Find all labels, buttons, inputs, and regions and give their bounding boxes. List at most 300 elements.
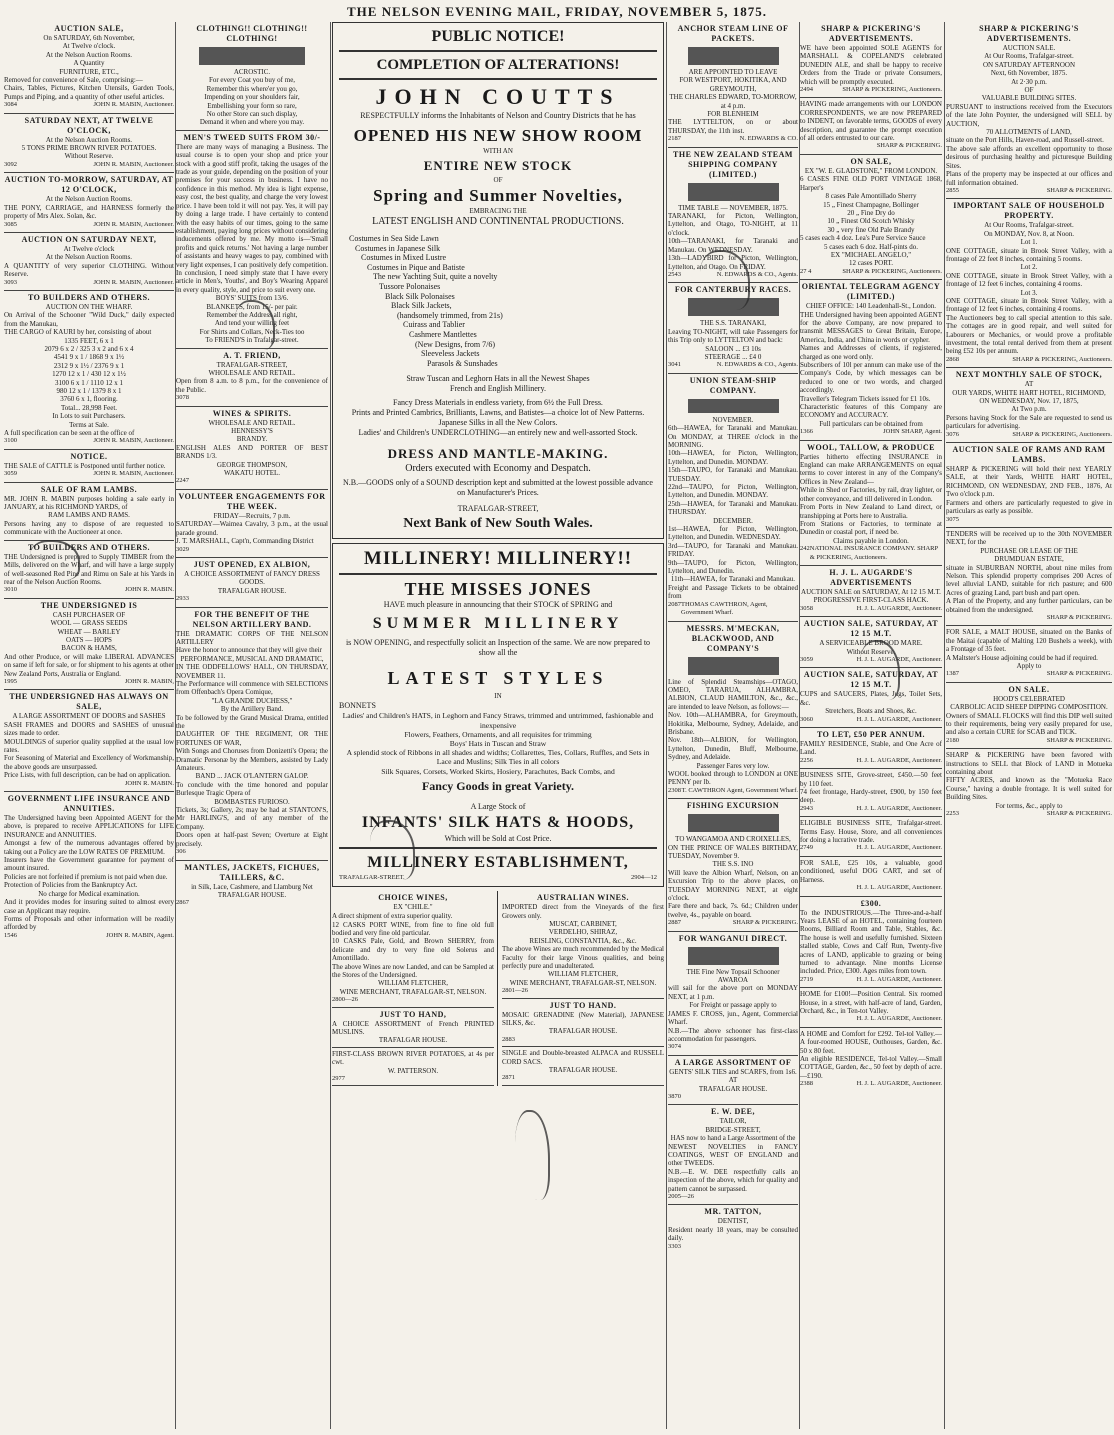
ad-line: TIME TABLE — NOVEMBER, 1875. xyxy=(678,203,788,212)
ad-signature: H. J. L. AUGARDE, Auctioneer. xyxy=(856,804,942,812)
ad-reference: 1387 xyxy=(946,670,959,678)
ad-line: Lot 3. xyxy=(1020,288,1038,297)
ad-footer xyxy=(800,976,942,984)
ad-line: situate on the Port Hills, Haven-road, and Russell-street. xyxy=(946,136,1104,145)
ad-line: The Undersigned having been Appointed AGENT for the above, is prepared to receive APPLICATIONS for LIFE INSURANCE and ANNUITIES. xyxy=(4,814,174,839)
ad-line: At Twelve o'clock xyxy=(63,244,115,253)
ad-line: Demand it when and where you may. xyxy=(199,118,305,127)
ad-line: To the INDUSTRIOUS.—The Three-and-a-half Years LEASE of an HOTEL, containing fourteen Rooms, Billiard Room and Table, Stables, &c. The house is well and usefully furnished. Sixteen stalled stable, Cows and Calf Run, Twenty-five acres of LAND, applicable to grazing or being turned to advantage. Nine months License included. Price, £300. Ages miles from town. xyxy=(800,908,942,976)
ad-heading: GOVERNMENT LIFE INSURANCE AND ANNUITIES. xyxy=(7,794,171,814)
ad-footer xyxy=(800,605,942,613)
costume-item: Costumes in Pique and Batiste xyxy=(367,262,465,272)
ad-line: PURSUANT to instructions received from the Executors of the late John Poynter, the undersigned will SELL by AUCTION, xyxy=(946,102,1112,128)
ad-reference: 2187 xyxy=(668,135,681,143)
ad-signature: SHARP & PICKERING, Auctioneers. xyxy=(842,86,942,94)
ad-heading: NOTICE. xyxy=(70,451,108,461)
jones-item: Flowers, Feathers, Ornaments, and all requisites for trimming xyxy=(404,729,592,739)
ad-line: SASH FRAMES and DOORS and SASHES of unusual sizes made to order. xyxy=(4,720,174,738)
ad-footer xyxy=(800,716,942,724)
ad-line: For Freight or passage apply to xyxy=(689,1001,777,1010)
ad-line: Lot 1. xyxy=(1020,238,1038,247)
ad-heading: THE UNDERSIGNED HAS ALWAYS ON SALE, xyxy=(9,692,169,712)
ad-line: 10 „ Finest Old Scotch Whisky xyxy=(827,217,915,226)
ad-line: THE Undersigned is prepared to Supply TIMBER from the Mills, delivered on the Wharf, and will have a large supply of well-seasoned Red Pine and Rimu on Sale at his Yards in rear of the Nelson Auction Rooms. xyxy=(4,552,174,586)
ad-line: A QUANTITY of very superior CLOTHING. Without Reserve. xyxy=(4,261,174,279)
ad-heading: TO BUILDERS AND OTHERS. xyxy=(27,292,151,302)
ad-heading: FOR THE BENEFIT OF THE NELSON ARTILLERY BAND. xyxy=(192,609,312,629)
ad-signature: H. J. L. AUGARDE, Auctioneer. xyxy=(856,756,942,764)
ad-line: WHOLESALE AND RETAIL. xyxy=(208,369,296,377)
ad-line: FURNITURE, ETC., xyxy=(59,67,119,76)
ad-line: N.B.—The above schooner has first-class accommodation for passengers. xyxy=(668,1026,798,1043)
ad-heading: AUCTION SALE, SATURDAY, AT 12 15 M.T. xyxy=(803,619,939,639)
ad-reference: 2871 xyxy=(502,1074,515,1082)
choice-wines-ad xyxy=(332,891,498,1086)
ad-line: 13th—LADYBIRD for Picton, Wellington, Lyttelton, and Otago. On FRIDAY. xyxy=(668,254,798,271)
ad-line: TRAFALGAR HOUSE. xyxy=(217,890,287,899)
ad-footer xyxy=(332,1075,494,1083)
ad-signature: JOHN R. MABIN, Auctioneer. xyxy=(93,278,174,286)
ad-footer xyxy=(800,268,942,276)
ad-line: ENGLISH ALES AND PORTER OF BEST BRANDS 1/3. xyxy=(176,443,328,461)
just-to-hand xyxy=(332,1008,494,1048)
costume-item: Costumes in Mixed Lustre xyxy=(361,253,447,263)
ad-footer xyxy=(800,86,942,94)
ad-line: DAUGHTER OF THE REGIMENT, OR THE FORTUNES OF WAR, xyxy=(176,730,328,747)
advertisement xyxy=(668,622,798,800)
ad-line: TRAFALGAR HOUSE. xyxy=(548,1027,618,1036)
ad-line: 1st—HAWEA, for Picton, Wellington, Lyttelton, and Dunedin. WEDNESDAY. xyxy=(668,525,798,542)
ad-line: And other Produce, or will make LIBERAL ADVANCES on same if left for sale, or for shipment to his agents at other New Zealand Ports, Australia or England. xyxy=(4,652,174,678)
engraving-image xyxy=(688,183,779,201)
orders-text: Orders executed with Economy and Despatch. xyxy=(405,463,591,475)
advertisement xyxy=(176,349,328,407)
ad-line: WILLIAM FLETCHER, xyxy=(548,970,618,979)
ad-line: FOR BLENHEIM xyxy=(707,110,759,119)
ad-line: Insurers have the Government guarantee for payment of amount insured. xyxy=(4,856,174,873)
ad-line: BRANDY. xyxy=(236,435,268,444)
ad-line: AUCTION SALE on SATURDAY, At 12 15 M.T. xyxy=(801,587,941,596)
ad-line: ON THE PRINCE OF WALES BIRTHDAY, TUESDAY, November 9. xyxy=(668,843,798,860)
ad-footer xyxy=(668,601,798,618)
ad-signature: JOHN R. MABIN, Auctioneer. xyxy=(93,101,174,109)
ad-signature: SHARP & PICKERING, Auctioneers. xyxy=(1012,355,1112,363)
ad-line: Removed for convenience of Sale, comprising:— xyxy=(4,76,143,85)
ad-heading: A LARGE ASSORTMENT OF xyxy=(674,1057,792,1067)
ad-line: SINGLE and Double-breasted ALPACA and RUSSELL CORD SACS. xyxy=(502,1049,664,1066)
column-6 xyxy=(946,22,1112,1429)
ad-line: At Two p.m. xyxy=(1011,405,1047,414)
large-stock-text: A Large Stock of xyxy=(470,801,526,811)
ad-line: 30 „ very fine Old Pale Brandy xyxy=(827,225,915,234)
ad-line: 74 feet frontage, Hardy-street, £900, by 150 feet deep. xyxy=(800,788,942,805)
single-ad xyxy=(502,1047,664,1086)
ad-line: FOR WESTPORT, HOKITIKA, AND GREYMOUTH, xyxy=(679,76,787,93)
ad-footer xyxy=(176,848,328,856)
ad-line: THE CHARLES EDWARD, TO-MORROW, at 4 p.m. xyxy=(669,93,797,110)
costume-item: Cuirass and Tablier xyxy=(403,320,465,330)
ad-heading: ON SALE. xyxy=(1008,684,1050,694)
ad-line: Tickets, 3s; Gallery, 2s; may be had at STANTON'S, Mr HARLING'S, and of any member of the Company. xyxy=(176,806,328,831)
ad-reference: 1366 xyxy=(800,428,813,436)
entire-stock-heading: ENTIRE NEW STOCK xyxy=(423,158,573,173)
ad-line: SHARP & PICKERING have been favored with instructions to SELL that Block of LAND in Motueka containing about xyxy=(946,751,1112,777)
advertisement xyxy=(176,608,328,861)
ad-line: The Auctioneers beg to call special attention to this sale. The cottages are in good repair, and well suited for Labourers or Mechanics, or would prove a profitable investment, the total rental derived from them at present being £52 10s per annum. xyxy=(946,313,1112,356)
ad-line: Will leave the Albion Wharf, Nelson, on an Excursion Trip to the above places, on TUESDAY MORNING NEXT, at eight o'clock. xyxy=(668,868,798,903)
ad-line: DRUMDUAN ESTATE, xyxy=(994,555,1064,564)
ad-line: Protection of Policies from the Bankruptcy Act. xyxy=(4,881,138,890)
ad-footer xyxy=(668,1193,798,1201)
ad-signature: H. J. L. AUGARDE, Auctioneer. xyxy=(856,1015,942,1023)
ad-line: From Stations or Factories, to terminate at Dunedin or coastal port, if need be. xyxy=(800,519,942,537)
ad-line: ELIGIBLE BUSINESS SITE, Trafalgar-street. Terms Easy. House, Store, and all conveniences for doing a lucrative trade. xyxy=(800,819,942,845)
ad-signature: JOHN SHARP, Agent. xyxy=(883,428,942,436)
costume-item: Black Silk Polonaises xyxy=(385,291,455,301)
infants-heading: INFANTS' SILK HATS & HOODS, xyxy=(361,813,635,831)
ad-footer xyxy=(800,1015,942,1023)
ad-line: From Ports in New Zealand to Land direct, or transhipping at Ports here to Australia. xyxy=(800,503,942,520)
ad-heading: AUCTION SALE OF RAMS AND RAM LAMBS. xyxy=(952,445,1106,465)
ad-line: FOR SALE, a MALT HOUSE, situated on the Banks of the Maitai (capable of Malting 120 Bushels a week), with a Frontage of 35 feet. xyxy=(946,628,1112,654)
advertisement xyxy=(668,1056,798,1106)
ad-signature: JOHN R. MABIN, Auctioneer. xyxy=(93,220,174,228)
ad-line: Remember this where'er you go, xyxy=(206,84,298,93)
ad-reference: 3092 xyxy=(4,160,17,168)
ad-line: WOOL — GRASS SEEDS xyxy=(50,619,128,628)
establishment-street: TRAFALGAR-STREET. xyxy=(339,873,405,881)
ad-line: J. T. MARSHALL, Capt'n, Commanding District xyxy=(176,537,314,546)
ad-signature: JOHN R. MABIN. xyxy=(124,586,174,594)
ad-reference: 3060 xyxy=(800,715,813,723)
column-3 xyxy=(332,22,664,1429)
ad-reference: 3010 xyxy=(4,586,17,594)
ad-footer xyxy=(800,545,942,562)
advertisement xyxy=(4,173,174,233)
ad-line: A direct shipment of extra superior quality. xyxy=(332,912,453,921)
ad-footer xyxy=(4,221,174,229)
ad-heading: £300. xyxy=(860,898,882,908)
ad-heading: JUST TO HAND. xyxy=(549,1000,617,1010)
ad-footer xyxy=(176,595,328,603)
ad-heading: SALE OF RAM LAMBS. xyxy=(40,484,138,494)
ad-heading: SHARP & PICKERING'S ADVERTISEMENTS. xyxy=(979,24,1079,43)
dressmaking-heading: DRESS AND MANTLE-MAKING. xyxy=(387,446,609,462)
ad-reference: 2867 xyxy=(176,899,189,907)
ad-line: The above Wines are now Landed, and can be Sampled at the Stores of the Undersigned. xyxy=(332,962,494,979)
ad-footer xyxy=(946,187,1112,195)
ad-line: N.B.—E. W. DEE respectfully calls an inspection of the above, which for quality and pattern cannot be surpassed. xyxy=(668,1167,798,1193)
ad-footer xyxy=(800,1080,942,1088)
ad-footer xyxy=(946,737,1112,745)
ad-line: ONE COTTAGE, situate in Brook Street Valley, with a frontage of 12 feet 6 inches, containing 4 rooms. xyxy=(946,296,1112,314)
ad-signature: H. J. L. AUGARDE, Auctioneer. xyxy=(856,844,942,852)
ad-line: Line of Splendid Steamships—OTAGO, OMEO, TARARUA, ALHAMBRA, ALBION, CLAUD HAMILTON, &c., &c., are intended to leave Nelson, as follows:— xyxy=(668,677,798,711)
ad-line: Leaving TO-NIGHT, will take Passengers for this Trip only to LYTTELTON and back: xyxy=(668,327,798,345)
ad-line: ONE COTTAGE, situate in Brook Street Valley, with a frontage of 22 feet 8 inches, containing 5 rooms. xyxy=(946,246,1112,263)
ad-signature: N. EDWARDS & CO. xyxy=(739,135,798,143)
ad-reference: 2943 xyxy=(800,804,813,812)
ad-line: At 2·30 p.m. xyxy=(1011,77,1047,86)
costume-item: Black Silk Jackets, xyxy=(391,301,452,311)
ad-footer xyxy=(502,1036,664,1044)
advertisement xyxy=(668,1105,798,1205)
advertisement xyxy=(800,897,942,989)
ad-line: SALOON ... £3 10s xyxy=(705,344,761,353)
ad-line: "LA GRANDE DUCHESS," xyxy=(211,696,293,705)
ad-line: On SATURDAY, 6th November, xyxy=(43,34,135,42)
ad-line: THE LYTTELTON, on or about THURSDAY, the 11th inst. xyxy=(668,118,798,135)
jones-item: Ladies' and Children's HATS, in Leghorn and Fancy Straws, trimmed and untrimmed, fashionable and inexpensive xyxy=(342,711,654,730)
ad-heading: THE NEW ZEALAND STEAM SHIPPING COMPANY (LIMITED.) xyxy=(673,149,793,179)
ad-footer xyxy=(176,394,328,402)
ad-line: HAVING made arrangements with our LONDON CORRESPONDENTS, we are now PREPARED to INDENT, on favorable terms, GOODS of every description, and guarantee the prompt execution of all orders entrusted to our care. xyxy=(800,100,942,143)
advertisement xyxy=(4,233,174,291)
ad-footer xyxy=(176,477,328,485)
ad-line: FOR SALE, £25 10s, a valuable, good conditioned, useful DOG CART, and set of Harness. xyxy=(800,858,942,884)
ad-line: WAKATU HOTEL. xyxy=(224,469,280,478)
ad-reference: 3058 xyxy=(800,604,813,612)
column-4 xyxy=(668,22,798,1429)
ad-line: 6 CASES FINE OLD PORT VINTAGE 1868, Harper's xyxy=(800,175,942,192)
column-2 xyxy=(176,22,328,1429)
ad-line: Names and Addresses of clients, if registered, charged as one word only. xyxy=(800,344,942,361)
advertisement xyxy=(176,407,328,490)
ad-footer xyxy=(800,428,942,436)
ad-line: IMPORTED direct from the Vineyards of the first Growers only. xyxy=(502,903,664,920)
ad-line: THE Undersigned having been appointed AGENT for the above Company, are now prepared to transmit MESSAGES to Great Britain, Europe, America, India, and China in words or cypher. xyxy=(800,310,942,344)
ad-signature: H. J. L. AUGARDE, Auctioneer. xyxy=(856,604,942,612)
ad-line: 9th—TAUPO, for Picton, Wellington, Lyttelton, and Dunedin. xyxy=(668,558,798,576)
ad-heading: CHOICE WINES, xyxy=(378,893,448,903)
ad-signature: N. EDWARDS & CO., Agents. xyxy=(716,361,798,369)
ad-reference: 2087 xyxy=(668,600,681,608)
ad-reference: 2308 xyxy=(668,786,681,794)
ad-signature: H. J. L. AUGARDE, Auctioneer. xyxy=(856,884,942,892)
ad-heading: FOR WANGANUI DIRECT. xyxy=(678,933,788,943)
ad-line: Lot 2. xyxy=(1020,263,1038,272)
ad-line: TRAFALGAR HOUSE. xyxy=(378,1036,448,1045)
ad-line: Persons having any to dispose of are requested to communicate with the Auctioneer at once. xyxy=(4,519,174,537)
ad-footer xyxy=(946,614,1112,622)
ad-reference: 3084 xyxy=(4,101,17,109)
ad-line: To FRIEND'S in Trafalgar-street. xyxy=(205,336,299,345)
ad-line: Nov. 18th—ALBION, for Wellington, Lyttelton, Dunedin, Bluff, Melbourne, Sydney, and Adelaide. xyxy=(668,736,798,762)
ad-line: At the Nelson Auction Rooms. xyxy=(45,195,133,204)
ad-line: 10th—TARANAKI, for Taranaki and Manukau. On WEDNESDAY. xyxy=(668,237,798,254)
ad-line: Owners of SMALL FLOCKS will find this DIP well suited to their requirements, being very easily prepared for use, and also a certain CURE for SCAB and TICK. xyxy=(946,711,1112,737)
ad-footer xyxy=(946,431,1112,439)
misses-jones-heading: THE MISSES JONES xyxy=(404,579,592,600)
ad-heading: AUSTRALIAN WINES. xyxy=(537,893,629,903)
ad-heading: MESSRS. M'MECKAN, BLACKWOOD, AND COMPANY'S xyxy=(686,623,780,653)
ad-footer xyxy=(332,996,494,1004)
ad-reference: 3085 xyxy=(4,220,17,228)
ad-footer xyxy=(176,899,328,907)
public-notice-heading: PUBLIC NOTICE! xyxy=(431,28,565,45)
ad-line: 3rd—TAUPO, for Taranaki and Manukau. FRIDAY. xyxy=(668,541,798,559)
show-room-heading: OPENED HIS NEW SHOW ROOM xyxy=(353,126,643,145)
ad-footer xyxy=(668,1093,798,1101)
advertisement xyxy=(176,861,328,911)
ad-footer xyxy=(800,142,942,150)
ad-line: AUCTION ON THE WHARF. xyxy=(45,302,133,311)
advertiser-name: JOHN COUTTS xyxy=(375,84,621,109)
ad-footer xyxy=(668,135,798,143)
advertisement xyxy=(946,22,1112,199)
ad-heading: CLOTHING!! CLOTHING!! CLOTHING! xyxy=(196,24,308,43)
ad-line: Resident nearly 18 years, may be consulted daily. xyxy=(668,1225,798,1243)
ad-footer xyxy=(502,1074,664,1082)
engraving-image xyxy=(688,399,779,413)
ad-line: 6th—HAWEA, for Taranaki and Manukau. On MONDAY, at THREE o'clock in the MORNING. xyxy=(668,424,798,449)
ad-line: BUSINESS SITE, Grove-street, £450.—50 feet by 110 feet. xyxy=(800,771,942,788)
ad-line: The above Wines are much recommended by the Medical Faculty for their large Vinous qualities, and being perfectly pure and unadulterated. xyxy=(502,945,664,970)
of-text: OF xyxy=(493,176,503,184)
ad-line: A Plan of the Property, and any further particulars, can be obtained from the undersigned. xyxy=(946,597,1112,614)
advertisement xyxy=(668,932,798,1056)
ad-line: A CHOICE ASSORTMENT of French PRINTED MUSLINS. xyxy=(332,1019,494,1037)
ad-heading: AUCTION ON SATURDAY NEXT, xyxy=(21,234,157,244)
ad-reference: 3076 xyxy=(946,430,959,438)
ad-line: Open from 8 a.m. to 8 p.m., for the convenience of the Public. xyxy=(176,377,328,394)
ad-line: Without Reserve. xyxy=(64,152,114,161)
ad-line: DECEMBER. xyxy=(713,516,753,525)
fancy-text: Fancy Dress Materials in endless variety, from 6½ the Full Dress. xyxy=(393,398,603,408)
ad-footer xyxy=(668,919,798,927)
ad-line: PERFORMANCE, MUSICAL AND DRAMATIC, xyxy=(180,654,324,663)
ad-reference: 3075 xyxy=(946,515,959,523)
ad-line: Have the honor to announce that they will give their xyxy=(176,646,322,655)
ad-line: 2312 9 x 1½ / 2376 9 x 1 xyxy=(53,361,125,370)
ad-line: To conclude with the time honored and popular Burlesque Tragic Opera of xyxy=(176,780,328,798)
ad-reference: 2247 xyxy=(176,477,189,485)
costume-item: Tussore Polonaises xyxy=(379,281,441,291)
ad-line: FRIDAY—Recruits, 7 p.m. xyxy=(213,511,291,520)
ad-signature: JOHN R. MABIN, Auctioneer. xyxy=(93,437,174,445)
ad-heading: FISHING EXCURSION xyxy=(686,801,780,811)
ad-footer xyxy=(946,670,1112,678)
ad-line: 12 CASKS PORT WINE, from fine to fine old full bodied and very fine old particular. xyxy=(332,920,494,937)
ad-line: in Silk, Lace, Cashmere, and Llamburg Net xyxy=(191,882,313,891)
completion-heading: COMPLETION OF ALTERATIONS! xyxy=(376,57,620,73)
millinery-heading: MILLINERY! MILLINERY!! xyxy=(363,548,633,570)
ad-line: At Twelve o'clock. xyxy=(62,42,116,51)
mosaic-ad xyxy=(502,999,664,1048)
advertisement xyxy=(800,566,942,617)
ad-line: 15th—TAUPO, for Taranaki and Manukau. TUESDAY. xyxy=(668,466,798,483)
ad-reference: 2977 xyxy=(332,1075,345,1083)
costume-item: (New Designs, from 7/6) xyxy=(415,339,495,349)
advertisement xyxy=(800,155,942,280)
ad-heading: VOLUNTEER ENGAGEMENTS FOR THE WEEK. xyxy=(178,491,326,511)
ad-heading: AUCTION SALE, xyxy=(54,24,124,33)
advertisement xyxy=(946,749,1112,821)
ad-line: Fare there and back, 7s. 6d.; Children under twelve, 4s., payable on board. xyxy=(668,902,798,919)
ad-reference: 3074 xyxy=(668,1043,681,1051)
ad-line: SATURDAY—Waimea Cavalry, 3 p.m., at the usual parade ground. xyxy=(176,520,328,537)
ad-line: With Songs and Choruses from Donizetti's Opera; the Dramatic Personæ by the Members, assisted by Lady Amateurs. xyxy=(176,747,328,773)
ad-line: ONE COTTAGE, situate in Brook Street Valley, with a frontage of 12 feet 6 inches, containing 4 rooms. xyxy=(946,271,1112,289)
ad-heading: H. J. L. AUGARDE'S ADVERTISEMENTS xyxy=(829,567,913,587)
ad-footer xyxy=(946,810,1112,818)
ad-reference: 2256 xyxy=(800,756,813,764)
ad-line: Embellishing your form so rare, xyxy=(207,101,297,110)
ad-line: BAND ... JACK O'LANTERN GALOP. xyxy=(195,772,309,781)
ad-line: ARE APPOINTED TO LEAVE xyxy=(688,68,778,76)
ad-line: DENTIST, xyxy=(717,1217,749,1226)
ad-signature: JOHN R. MABIN, Agent. xyxy=(106,931,174,939)
ad-line: ON WEDNESDAY, Nov. 17, 1875, xyxy=(979,397,1079,406)
ad-line: A HOME and Comfort for £292. Tel-tol Valley.—A four-roomed HOUSE, Outhouses, Garden, &c. 50 x 80 feet. xyxy=(800,1029,942,1055)
ad-line: WILLIAM FLETCHER, xyxy=(378,979,448,988)
ad-line: PURCHASE OR LEASE OF THE xyxy=(980,546,1078,555)
ad-line: THE SALE of CATTLE is Postponed until further notice. xyxy=(4,461,166,470)
ad-line: A Quantity xyxy=(73,59,105,68)
with-text: WITH AN xyxy=(483,147,513,155)
ad-line: STEERAGE ... £4 0 xyxy=(704,352,762,361)
advertisement xyxy=(4,599,174,691)
ad-line: Policies are not forfeited if premium is not paid when due. xyxy=(4,872,168,881)
ad-line: HAS now to hand a Large Assortment of the xyxy=(670,1134,796,1143)
advertisement xyxy=(4,291,174,450)
ad-footer xyxy=(4,780,174,788)
ad-reference: 2749 xyxy=(800,844,813,852)
ad-signature: SHARP & PICKERING. xyxy=(1046,670,1112,678)
ad-line: TRAFALGAR-STREET, xyxy=(216,360,288,369)
ad-line: AT xyxy=(728,1076,738,1085)
ad-subheading: EX "CHILE." xyxy=(393,903,433,912)
ad-line: At the Nelson Auction Rooms. xyxy=(45,135,133,144)
spring-heading: Spring and Summer Novelties, xyxy=(373,186,623,205)
ad-line: Apply to xyxy=(1016,662,1042,670)
ad-line: 15 „ Finest Champagne, Bollinger xyxy=(823,200,919,209)
ad-line: 20 „ Fine Dry do xyxy=(847,208,895,217)
ad-line: Persons having Stock for the Sale are requested to send us particulars for advertising. xyxy=(946,413,1112,431)
ad-line: Characteristic features of this Company are ECONOMY and ACCURACY. xyxy=(800,403,942,420)
ad-reference: 2801—26 xyxy=(502,987,528,995)
advertisement xyxy=(4,22,174,114)
now-text: is NOW OPENING, and respectfully solicit an Inspection of the same. We are now prepared to show all the xyxy=(345,638,651,658)
ad-line: The Performance will commence with SELECTIONS from Offenbach's Opera Comique, xyxy=(176,679,328,697)
advertisement xyxy=(946,443,1112,528)
ad-line: JAMES F. CROSS, jun., Agent, Commercial Wharf. xyxy=(668,1009,798,1027)
ad-line: Impending on your shoulders fair, xyxy=(204,93,300,102)
ad-signature: N. EDWARDS & CO., Agents. xyxy=(716,270,798,278)
ad-line: 22nd—TAUPO, for Picton, Wellington, Lyttelton, and Dunedin. MONDAY. xyxy=(668,483,798,500)
ad-reference: 3059 xyxy=(800,655,813,663)
ad-line: Plans of the property may be inspected at our offices and full information obtained. xyxy=(946,170,1112,187)
ad-signature: JOHN R. MABIN. xyxy=(124,779,174,787)
summer-heading: SUMMER MILLINERY xyxy=(372,615,624,633)
ad-line: By the Artillery Band. xyxy=(220,705,284,714)
ad-footer xyxy=(946,356,1112,364)
advertisement xyxy=(800,728,942,769)
ad-line: 980 12 x 1 / 1379 8 x 1 xyxy=(56,387,122,395)
ad-heading: AUCTION TO-MORROW, SATURDAY, AT 12 O'CLOCK, xyxy=(4,175,174,195)
ad-signature: SHARP & PICKERING, Auctioneers. xyxy=(1012,430,1112,438)
advertisement xyxy=(668,799,798,931)
ad-line: Doors open at half-past Seven; Overture at Eight precisely. xyxy=(176,831,328,848)
ad-line: PROGRESSIVE FIRST-CLASS HACK. xyxy=(813,596,929,605)
advertisement xyxy=(4,541,174,599)
ad-line: HOME for £100!—Position Central. Six roomed House, in a street, with half-acre of land, Garden, Orchard, &c., in Ten-tot Valley. xyxy=(800,990,942,1015)
ad-line: THE DRAMATIC CORPS OF THE NELSON ARTILLERY xyxy=(176,629,328,646)
ad-line: NEWEST NOVELTIES in FANCY COATINGS, WEST OF ENGLAND and other TWEEDS. xyxy=(668,1142,798,1168)
ad-footer xyxy=(800,757,942,765)
ad-line: BRIDGE-STREET, xyxy=(705,1125,761,1134)
ad-footer xyxy=(502,987,664,995)
